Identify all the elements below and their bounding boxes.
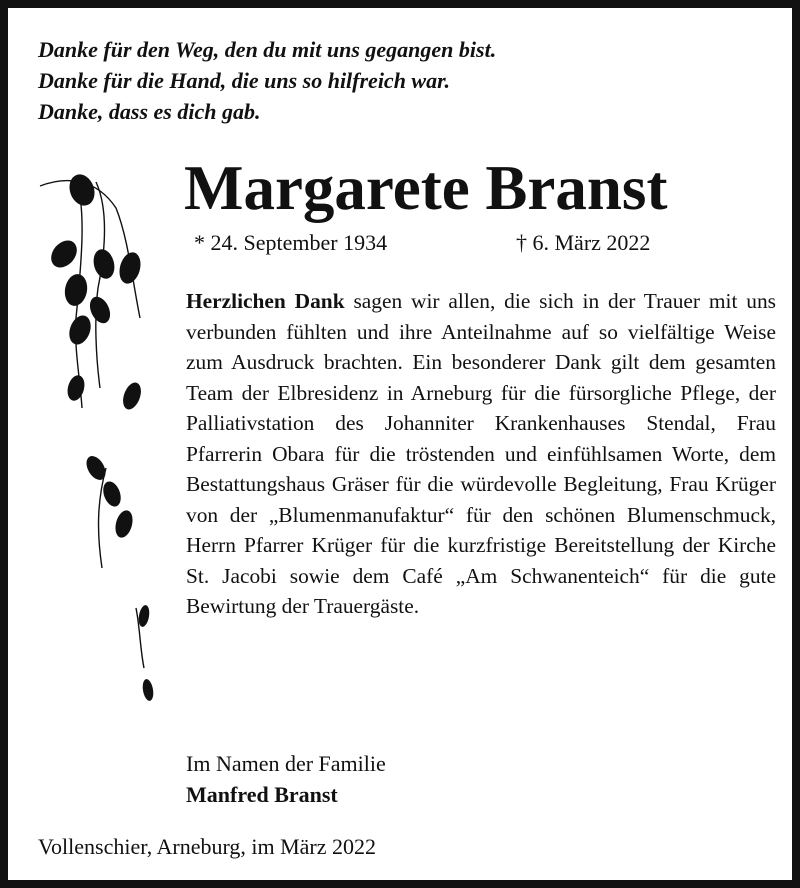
- signature: [186, 748, 386, 810]
- birch-branch-icon: [36, 168, 156, 728]
- thanks-body: sagen wir allen, die sich in der Trauer mit uns verbunden fühlten und ihre Anteilnahme auf so vielfältige Weise zum Ausdruck brachten. Ein besonderer Dank gilt dem gesamten Team der Elbresidenz in Arneburg für die fürsorgliche Pflege, der Palliativstation des Johanniter Krankenhauses Stendal, Frau Pfarrerin Obara für die tröstenden und einfühlsamen Worte, dem Bestattungshaus Gräser für die würdevolle Begleitung, Frau Krüger von der „Blumenmanufaktur“ für den schönen Blumenschmuck, Herrn Pfarrer Krüger für die kurzfristige Bereitstellung der Kirche St. Jacobi sowie dem Café „Am Schwanenteich“ für die gute Bewirtung der Trauergäste.: [186, 289, 776, 618]
- thanks-text: [186, 286, 776, 622]
- death-date: † 6. März 2022: [516, 230, 651, 255]
- signer-name: Manfred Branst: [186, 782, 338, 807]
- deceased-name: Margarete Branst: [184, 153, 668, 223]
- signature-intro: Im Namen der Familie: [186, 751, 386, 776]
- birth-date: * 24. September 1934: [194, 230, 388, 255]
- place-date: Vollenschier, Arneburg, im März 2022: [38, 834, 377, 859]
- thanks-lead: Herzlichen Dank: [186, 289, 345, 313]
- poem-line: Danke für die Hand, die uns so hilfreich war.: [38, 68, 450, 93]
- poem: [38, 34, 496, 127]
- poem-line: Danke, dass es dich gab.: [38, 99, 261, 124]
- poem-line: Danke für den Weg, den du mit uns gegangen bist.: [38, 37, 497, 62]
